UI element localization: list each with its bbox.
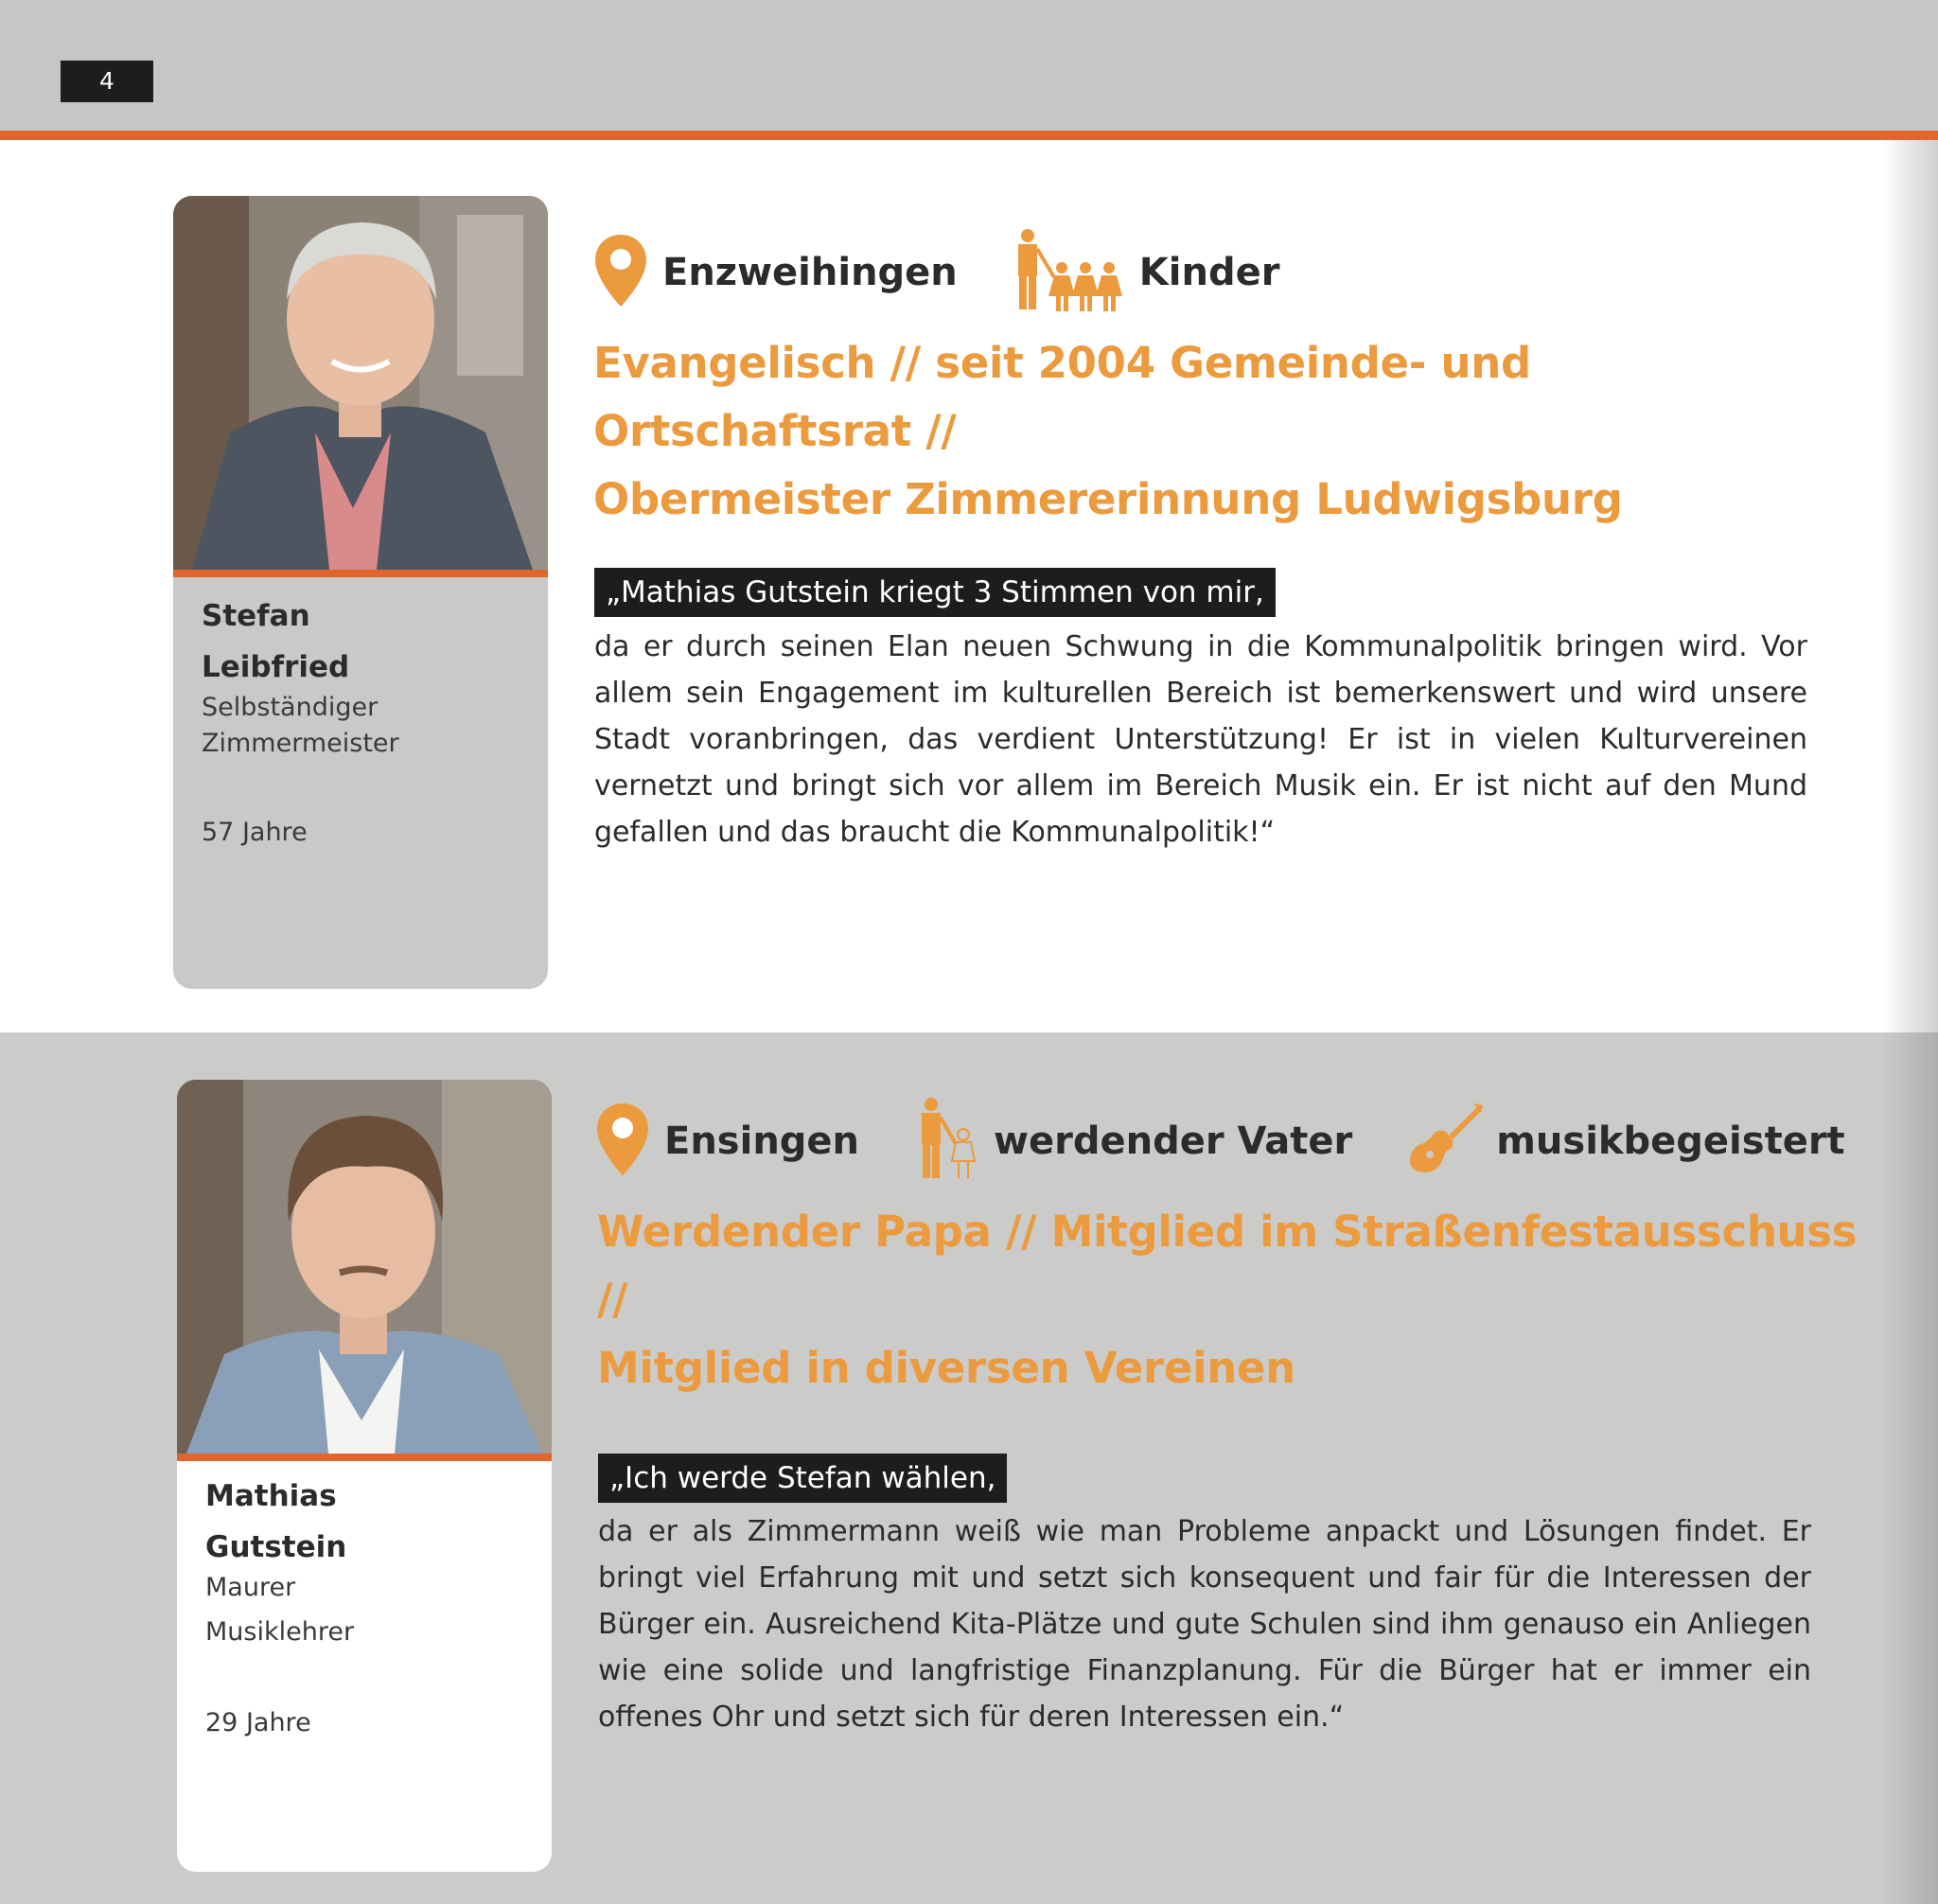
tag-location	[594, 1102, 859, 1181]
quote-intro: „Mathias Gutstein kriegt 3 Stimmen von mir,	[594, 568, 1276, 617]
father-child-icon	[914, 1097, 980, 1186]
profile-headline	[597, 1198, 1865, 1402]
photo-accent-bar	[177, 1454, 552, 1461]
headline-line: Evangelisch // seit 2004 Gemeinde- und Ortschaftsrat //	[593, 338, 1531, 456]
profile-headline	[593, 329, 1861, 534]
portrait-photo	[177, 1080, 552, 1454]
tag-row	[592, 235, 1334, 310]
page-header	[0, 0, 1938, 131]
quote-body: da er als Zimmermann weiß wie man Probleme anpackt und Lösungen findet. Er bringt viel Erfahrung mit und setzt sich konsequent und fair für die Interessen der Bürger ein. Ausreichend Kita-Plätze und gute Schulen sind ihm genauso ein Anliegen wie eine solide und langfristige Finanzplanung. Für die Bürger hat er immer ein offenes Ohr und setzt sich für deren Interessen ein.“	[598, 1515, 1811, 1734]
profile-occupation: Musiklehrer	[205, 1617, 355, 1647]
tag-location	[592, 233, 958, 312]
page-number: 4	[61, 61, 153, 102]
profile-name: Leibfried	[202, 650, 350, 684]
profile-name: Gutstein	[205, 1530, 347, 1564]
quote-body: da er durch seinen Elan neuen Schwung in die Kommunalpolitik bringen wird. Vor allem sein Engagement im kulturellen Bereich ist bemerkenswert und wird unsere Stadt voranbringen, das verdient Unterstützung! Er ist in vielen Kulturvereinen vernetzt und bringt sich vor allem im Bereich Musik ein. Er ist nicht auf den Mund gefallen und das braucht die Kommunalpolitik!“	[594, 630, 1807, 849]
headline-line: Mitglied in diversen Vereinen	[597, 1343, 1295, 1393]
family-children-icon	[1013, 228, 1126, 317]
location-pin-icon	[592, 233, 649, 312]
tag-label: werdender Vater	[994, 1119, 1353, 1163]
tag-father	[914, 1097, 1352, 1186]
profile-card-mathias	[177, 1080, 552, 1872]
location-pin-icon	[594, 1102, 651, 1181]
profile-occupation: Maurer	[205, 1573, 296, 1602]
tag-music	[1407, 1102, 1844, 1181]
tag-label: Enzweihingen	[662, 251, 958, 294]
tag-label: Ensingen	[664, 1119, 860, 1163]
photo-accent-bar	[173, 570, 548, 577]
quote-intro: „Ich werde Stefan wählen,	[598, 1454, 1007, 1503]
profile-occupation: Selbständiger	[202, 693, 379, 722]
profile-name: Stefan	[202, 599, 310, 633]
headline-line: Werdender Papa // Mitglied im Straßenfestausschuss //	[597, 1207, 1858, 1325]
portrait-photo	[173, 196, 548, 570]
electric-guitar-icon	[1407, 1102, 1483, 1181]
profile-card-stefan	[173, 196, 548, 989]
headline-line: Obermeister Zimmererinnung Ludwigsburg	[593, 474, 1623, 524]
profile-occupation: Zimmermeister	[202, 729, 399, 758]
tag-row	[594, 1103, 1900, 1179]
tag-family	[1013, 228, 1280, 317]
profile-name: Mathias	[205, 1479, 337, 1513]
tag-label: Kinder	[1138, 251, 1280, 294]
header-divider	[0, 131, 1938, 140]
tag-label: musikbegeistert	[1496, 1119, 1845, 1163]
profile-age: 57 Jahre	[202, 818, 308, 847]
profile-age: 29 Jahre	[205, 1708, 311, 1737]
